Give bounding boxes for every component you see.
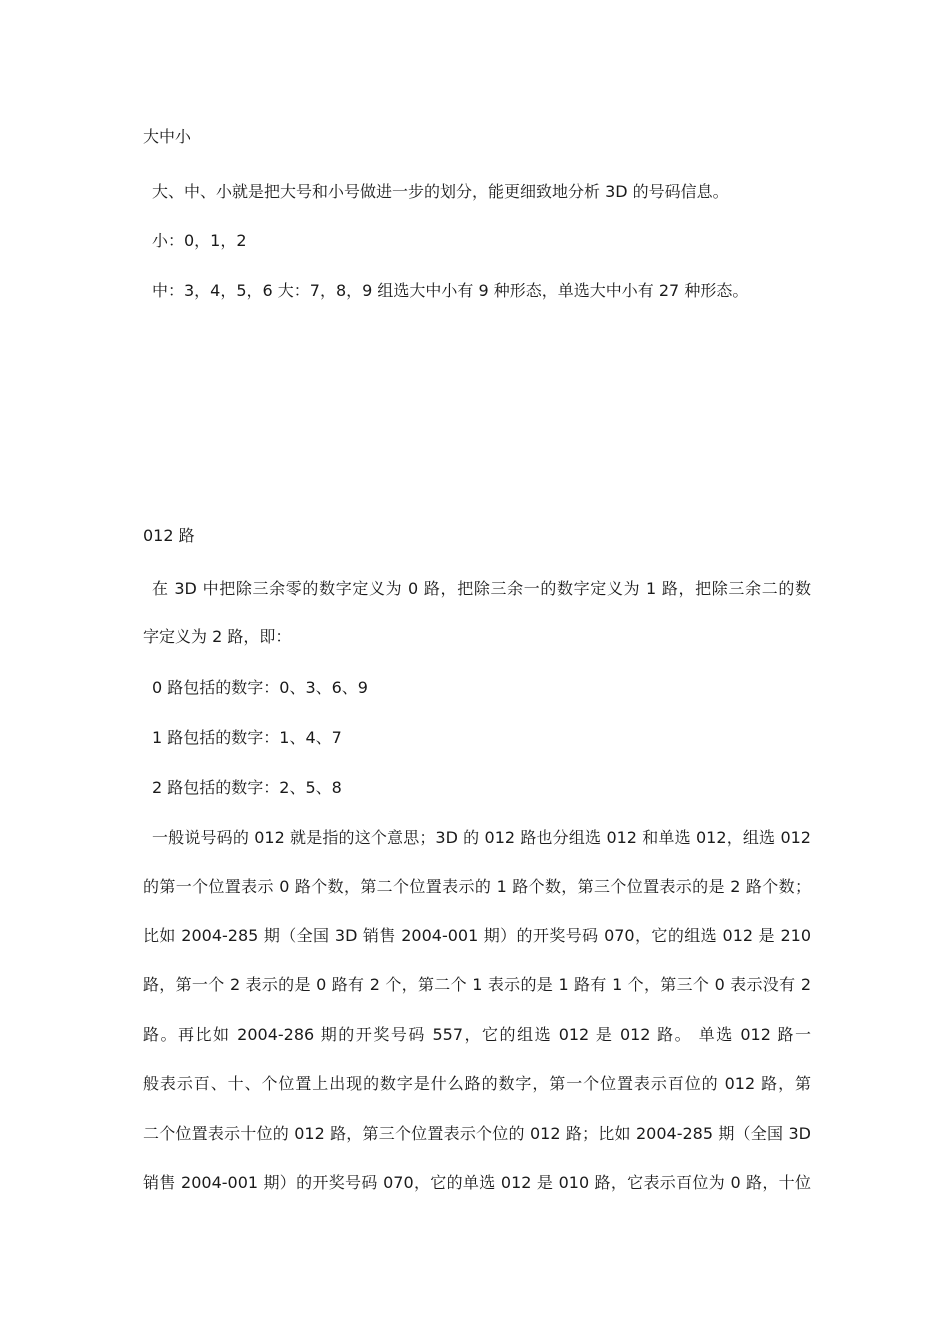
explanation-line: 路，第一个 2 表示的是 0 路有 2 个，第二个 1 表示的是 1 路有 1 个，第三个 0 表示没有 2 (143, 975, 811, 994)
explanation-line: 比如 2004-285 期（全国 3D 销售 2004-001 期）的开奖号码 070，它的组选 012 是 210 (143, 926, 811, 945)
middle-large-numbers-line: 中：3，4，5，6 大：7，8，9 组选大中小有 9 种形态，单选大中小有 27 种形态。 (152, 281, 749, 300)
explanation-line: 般表示百、十、个位置上出现的数字是什么路的数字，第一个位置表示百位的 012 路，第 (143, 1074, 811, 1093)
section-heading-012-route: 012 路 (143, 526, 195, 545)
section-heading-size: 大中小 (143, 127, 192, 146)
definition-line: 字定义为 2 路，即： (143, 627, 292, 646)
route-0-digits: 0 路包括的数字：0、3、6、9 (152, 678, 368, 697)
size-intro-paragraph: 大、中、小就是把大号和小号做进一步的划分，能更细致地分析 3D 的号码信息。 (152, 182, 729, 201)
definition-line: 在 3D 中把除三余零的数字定义为 0 路，把除三余一的数字定义为 1 路，把除三余二的数 (152, 579, 811, 598)
explanation-line: 二个位置表示十位的 012 路，第三个位置表示个位的 012 路；比如 2004-285 期（全国 3D (143, 1124, 811, 1143)
explanation-line: 一般说号码的 012 就是指的这个意思；3D 的 012 路也分组选 012 和单选 012，组选 012 (152, 828, 811, 847)
explanation-line: 的第一个位置表示 0 路个数，第二个位置表示的 1 路个数，第三个位置表示的是 2 路个数； (143, 877, 811, 896)
explanation-line: 路。再比如 2004-286 期的开奖号码 557，它的组选 012 是 012 路。 单选 012 路一 (143, 1025, 811, 1044)
route-1-digits: 1 路包括的数字：1、4、7 (152, 728, 342, 747)
route-2-digits: 2 路包括的数字：2、5、8 (152, 778, 342, 797)
small-numbers-line: 小：0，1，2 (152, 231, 247, 250)
explanation-line: 销售 2004-001 期）的开奖号码 070，它的单选 012 是 010 路，它表示百位为 0 路，十位 (143, 1173, 811, 1192)
